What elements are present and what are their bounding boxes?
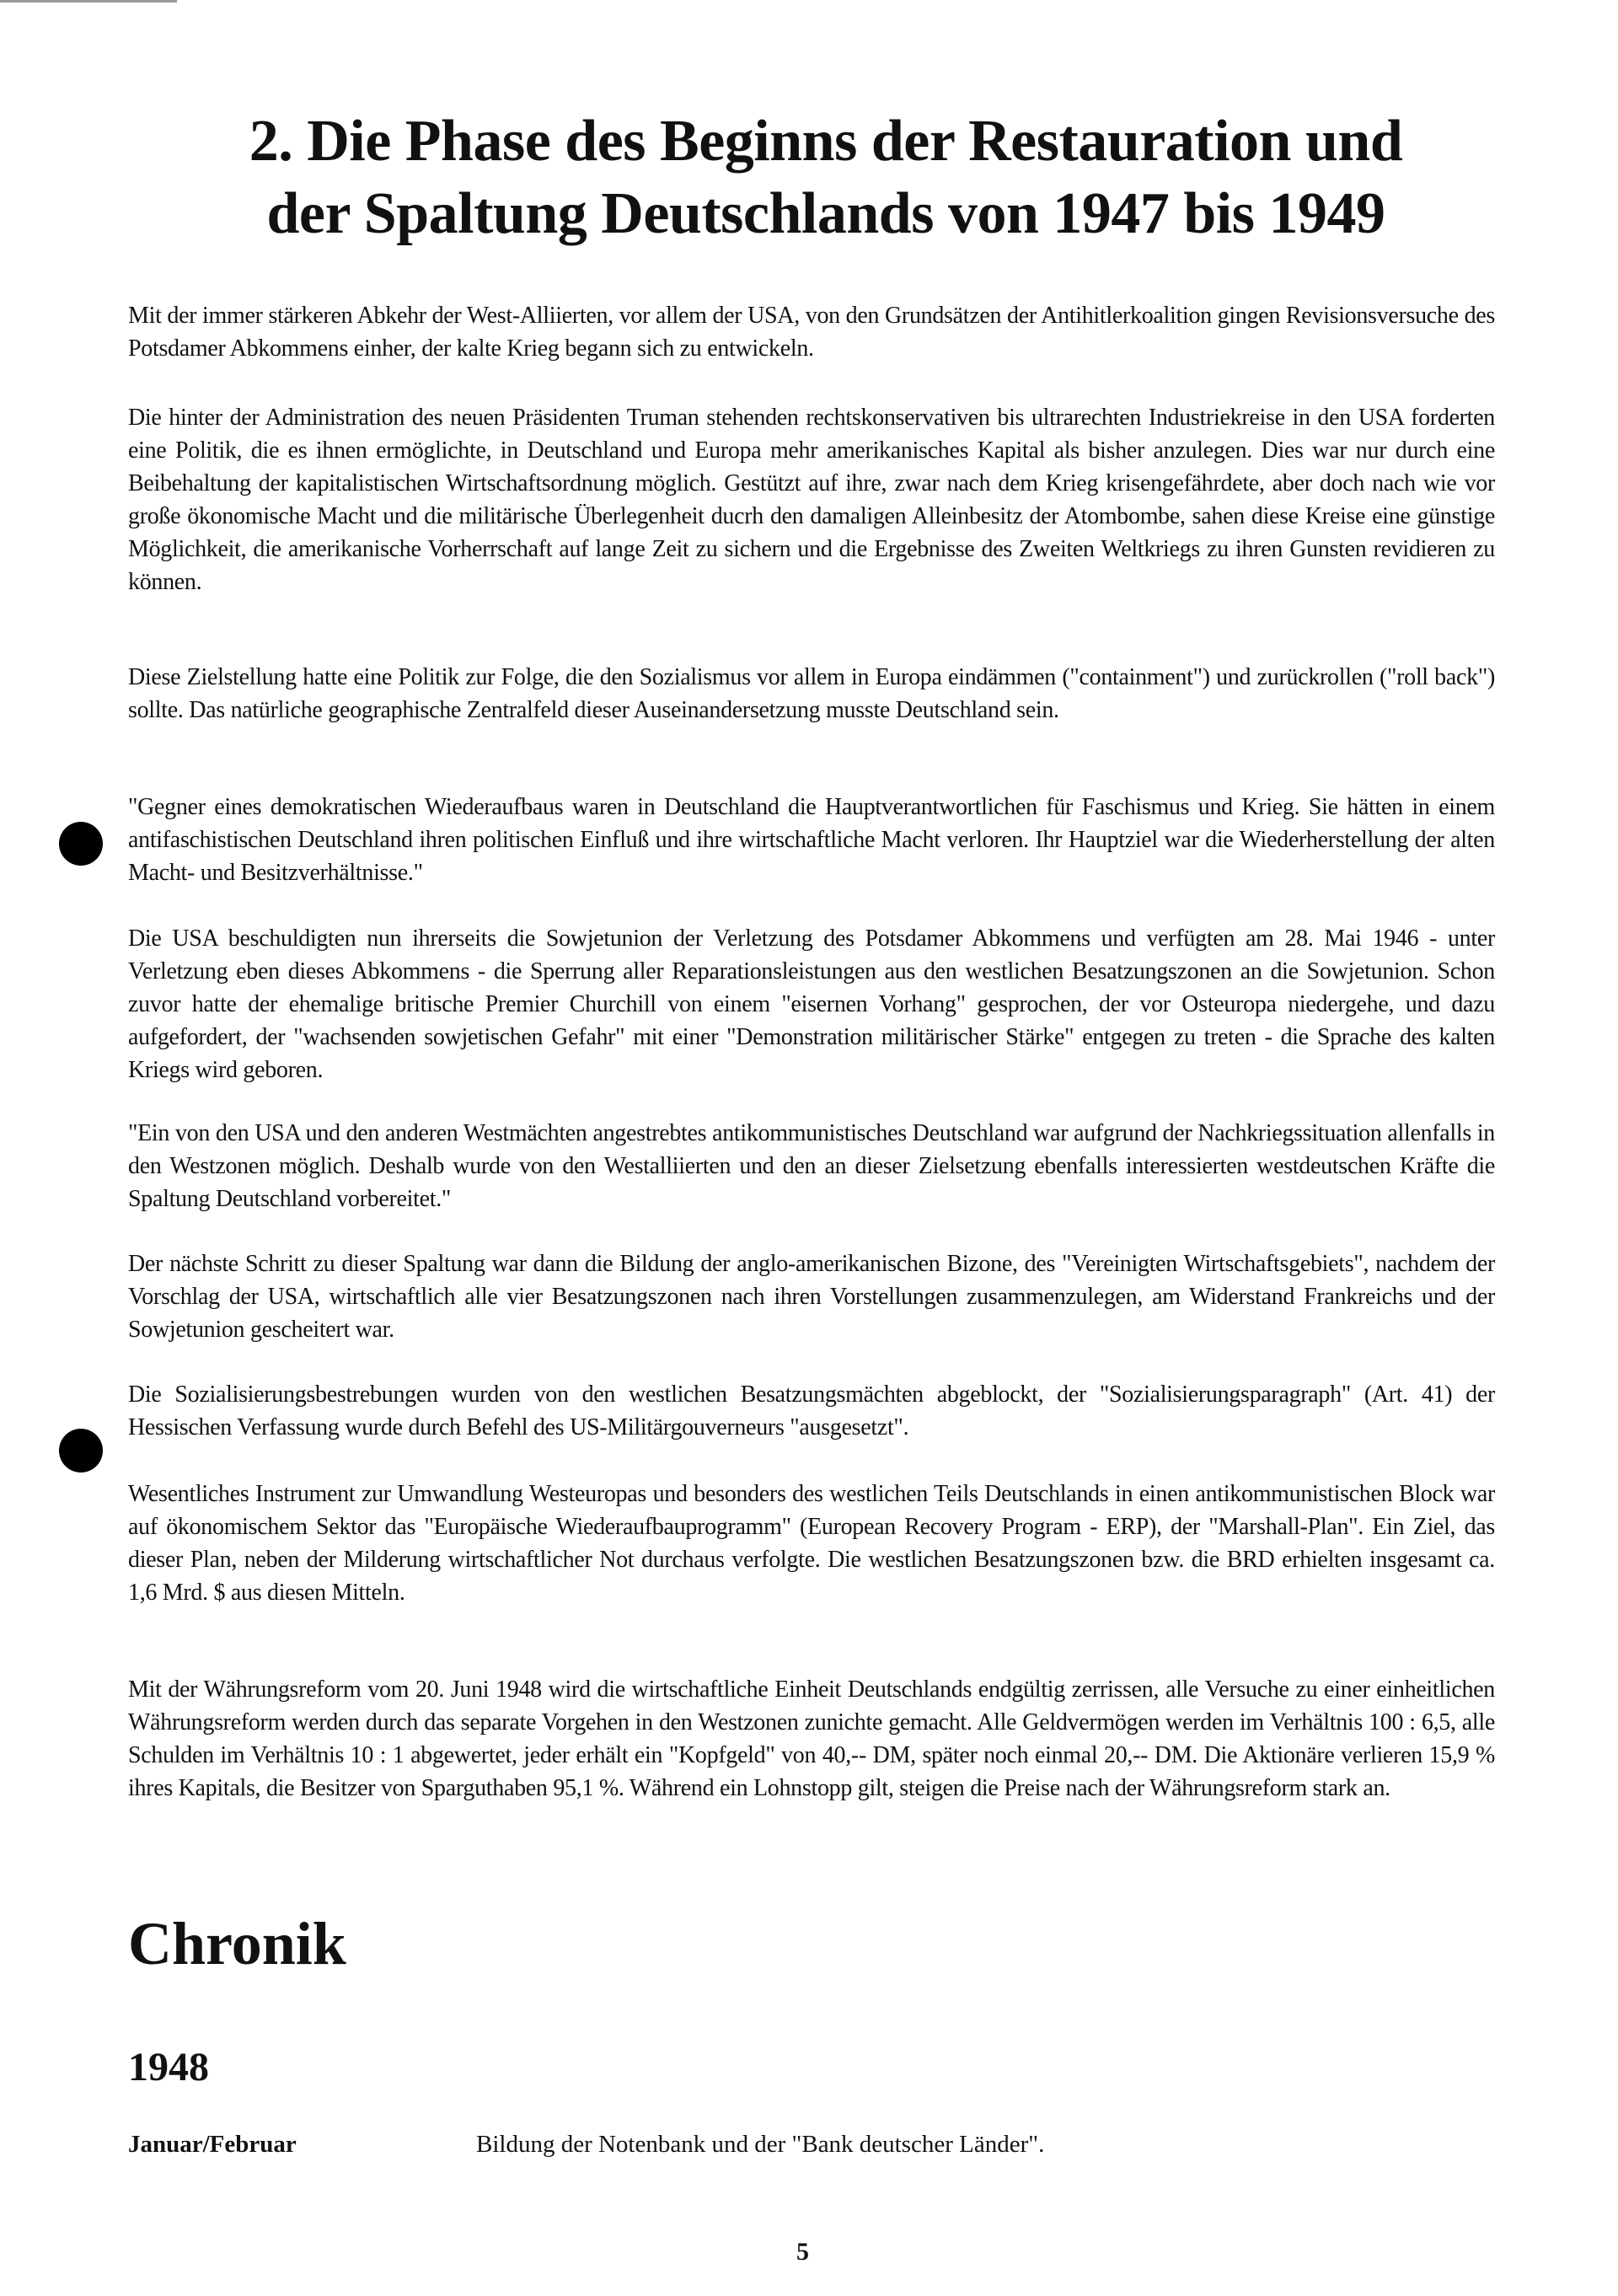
page-title	[152, 105, 1500, 250]
paragraph: Mit der immer stärkeren Abkehr der West-Alliierten, vor allem der USA, von den Grundsätzen der Antihitlerkoalition gingen Revisionsversuche des Potsdamer Abkommens einher, der kalte Krieg begann sich zu entwickeln.	[128, 303, 1495, 362]
paragraph: Der nächste Schritt zu dieser Spaltung war dann die Bildung der anglo-amerikanischen Bizone, des "Vereinigten Wirtschaftsgebiets", nachdem der Vorschlag der USA, wirtschaftlich alle vier Besatzungszonen nach ihren Vorstellungen zusammenzulegen, am Widerstand Frankreichs und der Sowjetunion gescheitert war.	[128, 1251, 1495, 1343]
punch-hole-mark	[59, 1429, 103, 1473]
paragraph: Die hinter der Administration des neuen Präsidenten Truman stehenden rechtskonservativen bis ultrarechten Industriekreise in den USA forderten eine Politik, die es ihnen ermöglichte, in Deutschland und Europa mehr amerikanisches Kapital als bisher anzulegen. Dies war nur durch eine Beibehaltung der kapitalistischen Wirtschaftsordnung möglich. Gestützt auf ihre, zwar nach dem Krieg krisengefährdete, aber doch nach wie vor große ökonomische Macht und die militärische Überlegenheit ducrh den damaligen Alleinbesitz der Atombombe, sahen diese Kreise eine günstige Möglichkeit, die amerikanische Vorherrschaft auf lange Zeit zu sichern und die Ergebnisse des Zweiten Weltkriegs zu ihren Gunsten revidieren zu können.	[128, 405, 1495, 595]
title-line-2: der Spaltung Deutschlands von 1947 bis 1949	[266, 181, 1385, 246]
quote-paragraph: "Ein von den USA und den anderen Westmächten angestrebtes antikommunistisches Deutschland war aufgrund der Nachkriegssituation allenfalls in den Westzonen möglich. Deshalb wurde von den Westalliierten und den an dieser Zielsetzung ebenfalls interessierten westdeutschen Kräfte die Spaltung Deutschland vorbereitet."	[128, 1120, 1495, 1212]
chronik-entry-date: Januar/Februar	[128, 2131, 297, 2158]
paragraph: Mit der Währungsreform vom 20. Juni 1948 wird die wirtschaftliche Einheit Deutschlands endgültig zerrissen, alle Versuche zu einer einheitlichen Währungsreform werden durch das separate Vorgehen in den Westzonen zunichte gemacht. Alle Geldvermögen werden im Verhältnis 100 : 6,5, alle Schulden im Verhältnis 10 : 1 abgewertet, jeder erhält ein "Kopfgeld" von 40,-- DM, später noch einmal 20,-- DM. Die Aktionäre verlieren 15,9 % ihres Kapitals, die Besitzer von Sparguthaben 95,1 %. Während ein Lohnstopp gilt, steigen die Preise nach der Währungsreform stark an.	[128, 1676, 1495, 1801]
punch-hole-mark	[59, 822, 103, 866]
paragraph: Die USA beschuldigten nun ihrerseits die Sowjetunion der Verletzung des Potsdamer Abkommens und verfügten am 28. Mai 1946 - unter Verletzung eben dieses Abkommens - die Sperrung aller Reparationsleistungen aus den westlichen Besatzungszonen an die Sowjetunion. Schon zuvor hatte der ehemalige britische Premier Churchill von einem "eisernen Vorhang" gesprochen, der vor Osteuropa niedergehe, und dazu aufgefordert, der "wachsenden sowjetischen Gefahr" mit einer "Demonstration militärischer Stärke" entgegen zu treten - die Sprache des kalten Kriegs wird geboren.	[128, 925, 1495, 1083]
paragraph: Wesentliches Instrument zur Umwandlung Westeuropas und besonders des westlichen Teils Deutschlands in einen antikommunistischen Block war auf ökonomischem Sektor das "Europäische Wiederaufbauprogramm" (European Recovery Program - ERP), der "Marshall-Plan". Ein Ziel, das dieser Plan, neben der Milderung wirtschaftlicher Not durchaus verfolgte. Die westlichen Besatzungszonen bzw. die BRD erhielten insgesamt ca. 1,6 Mrd. $ aus diesen Mitteln.	[128, 1481, 1495, 1606]
paragraph: Diese Zielstellung hatte eine Politik zur Folge, die den Sozialismus vor allem in Europa eindämmen ("containment") und zurückrollen ("roll back") sollte. Das natürliche geographische Zentralfeld dieser Auseinandersetzung musste Deutschland sein.	[128, 664, 1495, 723]
scan-edge-line	[0, 0, 177, 3]
chronik-heading: Chronik	[128, 1910, 346, 1977]
title-line-1: 2. Die Phase des Beginns der Restauration und	[249, 109, 1403, 174]
quote-paragraph: "Gegner eines demokratischen Wiederaufbaus waren in Deutschland die Hauptverantwortlichen für Faschismus und Krieg. Sie hätten in einem antifaschistischen Deutschland ihren politischen Einfluß und ihre wirtschaftliche Macht verloren. Ihr Hauptziel war die Wiederherstellung der alten Macht- und Besitzverhältnisse."	[128, 794, 1495, 886]
chronik-entry-text: Bildung der Notenbank und der "Bank deutscher Länder".	[476, 2131, 1045, 2158]
page-number: 5	[796, 2238, 809, 2266]
paragraph: Die Sozialisierungsbestrebungen wurden von den westlichen Besatzungsmächten abgeblockt, der "Sozialisierungsparagraph" (Art. 41) der Hessischen Verfassung wurde durch Befehl des US-Militärgouverneurs "ausgesetzt".	[128, 1381, 1495, 1440]
chronik-year: 1948	[128, 2045, 209, 2089]
